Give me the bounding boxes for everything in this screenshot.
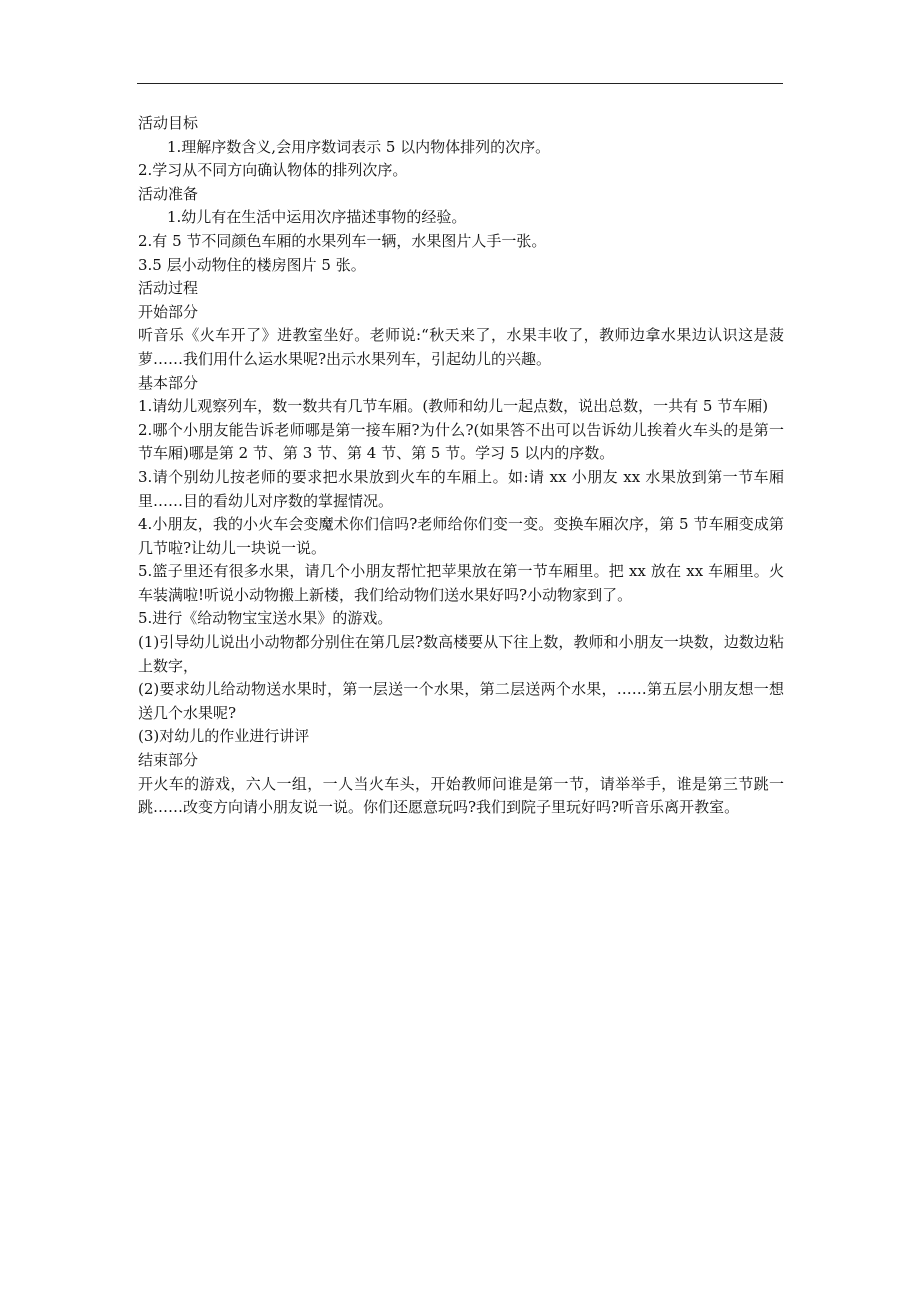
paragraph: 5.进行《给动物宝宝送水果》的游戏。 xyxy=(138,609,393,628)
paragraph: 1.幼儿有在生活中运用次序描述事物的经验。 xyxy=(167,208,467,227)
paragraph: 开火车的游戏，六人一组，一人当火车头，开始教师问谁是第一节，请举举手，谁是第三节跳一跳……改变方向请小朋友说一说。你们还愿意玩吗?我们到院子里玩好吗?听音乐离开教室。 xyxy=(138,774,784,817)
document-body xyxy=(138,112,784,820)
section-heading: 开始部分 xyxy=(138,302,199,321)
paragraph: (2)要求幼儿给动物送水果时，第一层送一个水果，第二层送两个水果，……第五层小朋友想一想送几个水果呢? xyxy=(138,680,784,722)
paragraph: 听音乐《火车开了》进教室坐好。老师说:“秋天来了，水果丰收了，教师边拿水果边认识这是菠萝……我们用什么运水果呢?出示水果列车，引起幼儿的兴趣。 xyxy=(138,326,784,368)
paragraph: 3.5 层小动物住的楼房图片 5 张。 xyxy=(138,255,366,274)
header-rule xyxy=(137,83,783,84)
paragraph: 1.理解序数含义,会用序数词表示 5 以内物体排列的次序。 xyxy=(167,137,551,156)
paragraph: (1)引导幼儿说出小动物都分别住在第几层?数高楼要从下往上数，教师和小朋友一块数，边数边粘上数字， xyxy=(138,633,784,675)
paragraph: 2.有 5 节不同颜色车厢的水果列车一辆，水果图片人手一张。 xyxy=(138,231,547,250)
section-heading: 活动目标 xyxy=(138,114,199,132)
paragraph: 3.请个别幼儿按老师的要求把水果放到火车的车厢上。如:请 xx 小朋友 xx 水果放到第一节车厢里……目的看幼儿对序数的掌握情况。 xyxy=(138,467,784,510)
section-heading: 基本部分 xyxy=(138,373,199,392)
paragraph: (3)对幼儿的作业进行讲评 xyxy=(138,727,310,746)
section-heading: 活动过程 xyxy=(138,279,199,298)
section-heading: 结束部分 xyxy=(138,751,199,770)
paragraph: 4.小朋友，我的小火车会变魔术你们信吗?老师给你们变一变。变换车厢次序，第 5 节车厢变成第几节啦?让幼儿一块说一说。 xyxy=(138,515,784,557)
paragraph: 2.哪个小朋友能告诉老师哪是第一接车厢?为什么?(如果答不出可以告诉幼儿挨着火车头的是第一节车厢)哪是第 2 节、第 3 节、第 4 节、第 5 节。学习 5 以内的序数。 xyxy=(138,420,784,463)
paragraph: 2.学习从不同方向确认物体的排列次序。 xyxy=(138,161,408,180)
paragraph: 1.请幼儿观察列车，数一数共有几节车厢。(教师和幼儿一起点数，说出总数，一共有 5 节车厢) xyxy=(138,397,769,416)
paragraph: 5.篮子里还有很多水果，请几个小朋友帮忙把苹果放在第一节车厢里。把 xx 放在 xx 车厢里。火车装满啦!听说小动物搬上新楼，我们给动物们送水果好吗?小动物家到了。 xyxy=(138,562,784,604)
section-heading: 活动准备 xyxy=(138,184,199,203)
